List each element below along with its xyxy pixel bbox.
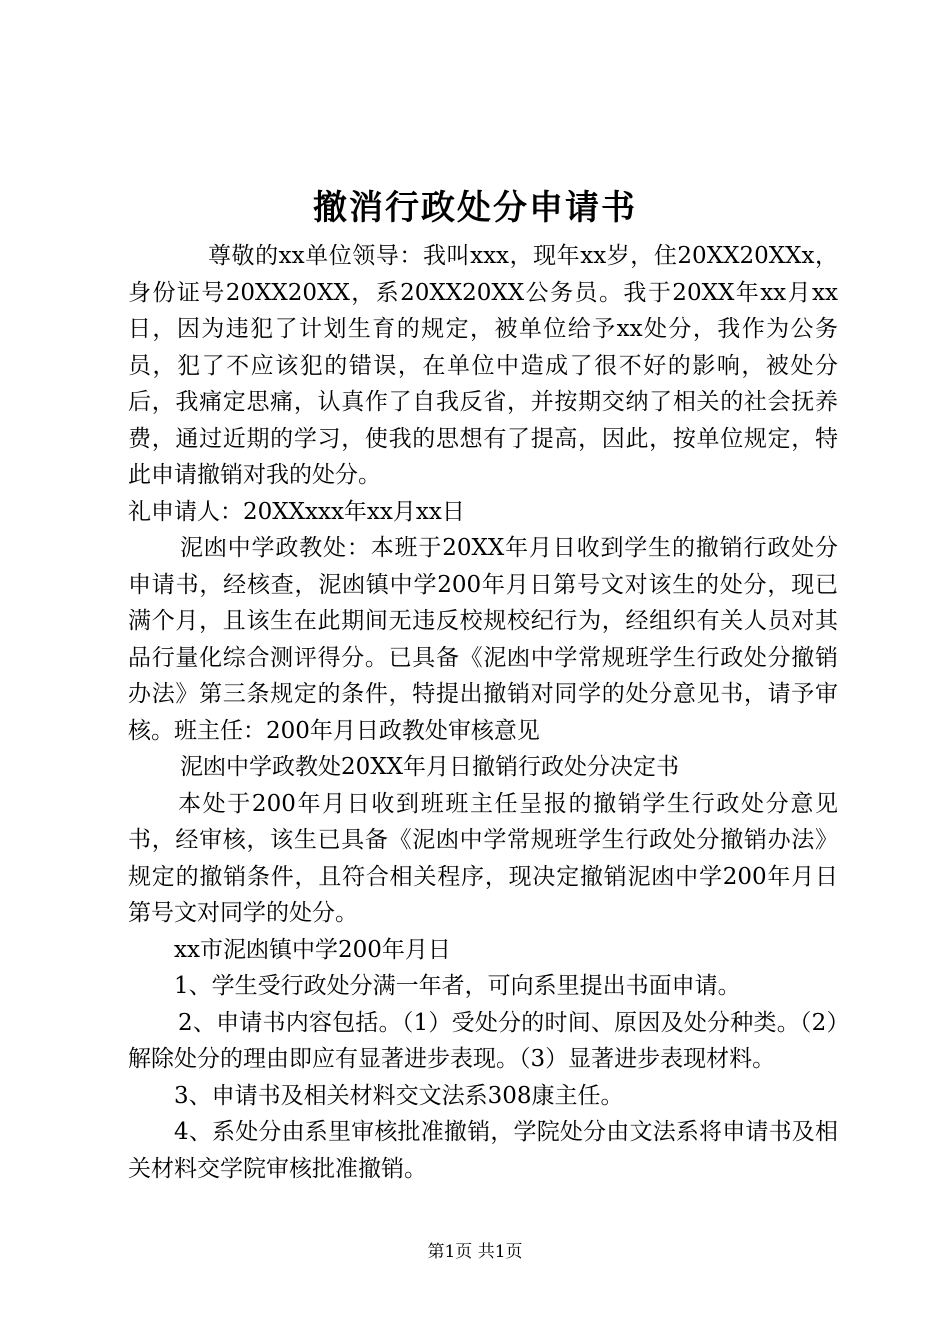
rule-item-2: 2、申请书内容包括。（1）受处分的时间、原因及处分种类。（2）解除处分的理由即应有显著进步表现。（3）显著进步表现材料。 [128, 1009, 838, 1072]
decision-heading-line: 泥凼中学政教处20XX年月日撤销行政处分决定书 [180, 754, 680, 780]
class-teacher-opinion-paragraph: 泥凼中学政教处：本班于20XX年月日收到学生的撤销行政处分申请书，经核查，泥凼镇中学200年月日第号文对该生的处分，现已满个月，且该生在此期间无违反校规校纪行为，经组织有关人员对其品行量化综合测评得分。已具备《泥凼中学常规班学生行政处分撤销办法》第三条规定的条件，特提出撤销对同学的处分意见书，请予审核。班主任：200年月日政教处审核意见 [128, 535, 838, 744]
document-title: 撤消行政处分申请书 [313, 188, 637, 228]
applicant-signature-line: 礼申请人：20XXxxx年xx月xx日 [128, 498, 465, 525]
rule-item-3: 3、申请书及相关材料交文法系308康主任。 [174, 1082, 624, 1109]
page-number-footer: 第1页 共1页 [427, 1242, 523, 1262]
rule-item-4: 4、系处分由系里审核批准撤销，学院处分由文法系将申请书及相关材料交学院审核批准撤销。 [128, 1119, 838, 1182]
school-date-line: xx市泥凼镇中学200年月日 [174, 936, 451, 963]
rule-item-1: 1、学生受行政处分满一年者，可向系里提出书面申请。 [174, 973, 741, 999]
application-paragraph: 尊敬的xx单位领导：我叫xxx，现年xx岁，住20XX20XXx，身份证号20XX20XX，系20XX20XX公务员。我于20XX年xx月xx日，因为违犯了计划生育的规定，被单位给予xx处分，我作为公务员，犯了不应该犯的错误，在单位中造成了很不好的影响，被处分后，我痛定思痛，认真作了自我反省，并按期交纳了相关的社会抚养费，通过近期的学习，使我的思想有了提高，因此，按单位规定，特此申请撤销对我的处分。 [128, 243, 838, 488]
document-body [128, 238, 838, 1187]
decision-paragraph: 本处于200年月日收到班班主任呈报的撤销学生行政处分意见书，经审核，该生已具备《泥凼中学常规班学生行政处分撤销办法》规定的撤销条件，且符合相关程序，现决定撤销泥凼中学200年月日第号文对同学的处分。 [128, 790, 838, 926]
